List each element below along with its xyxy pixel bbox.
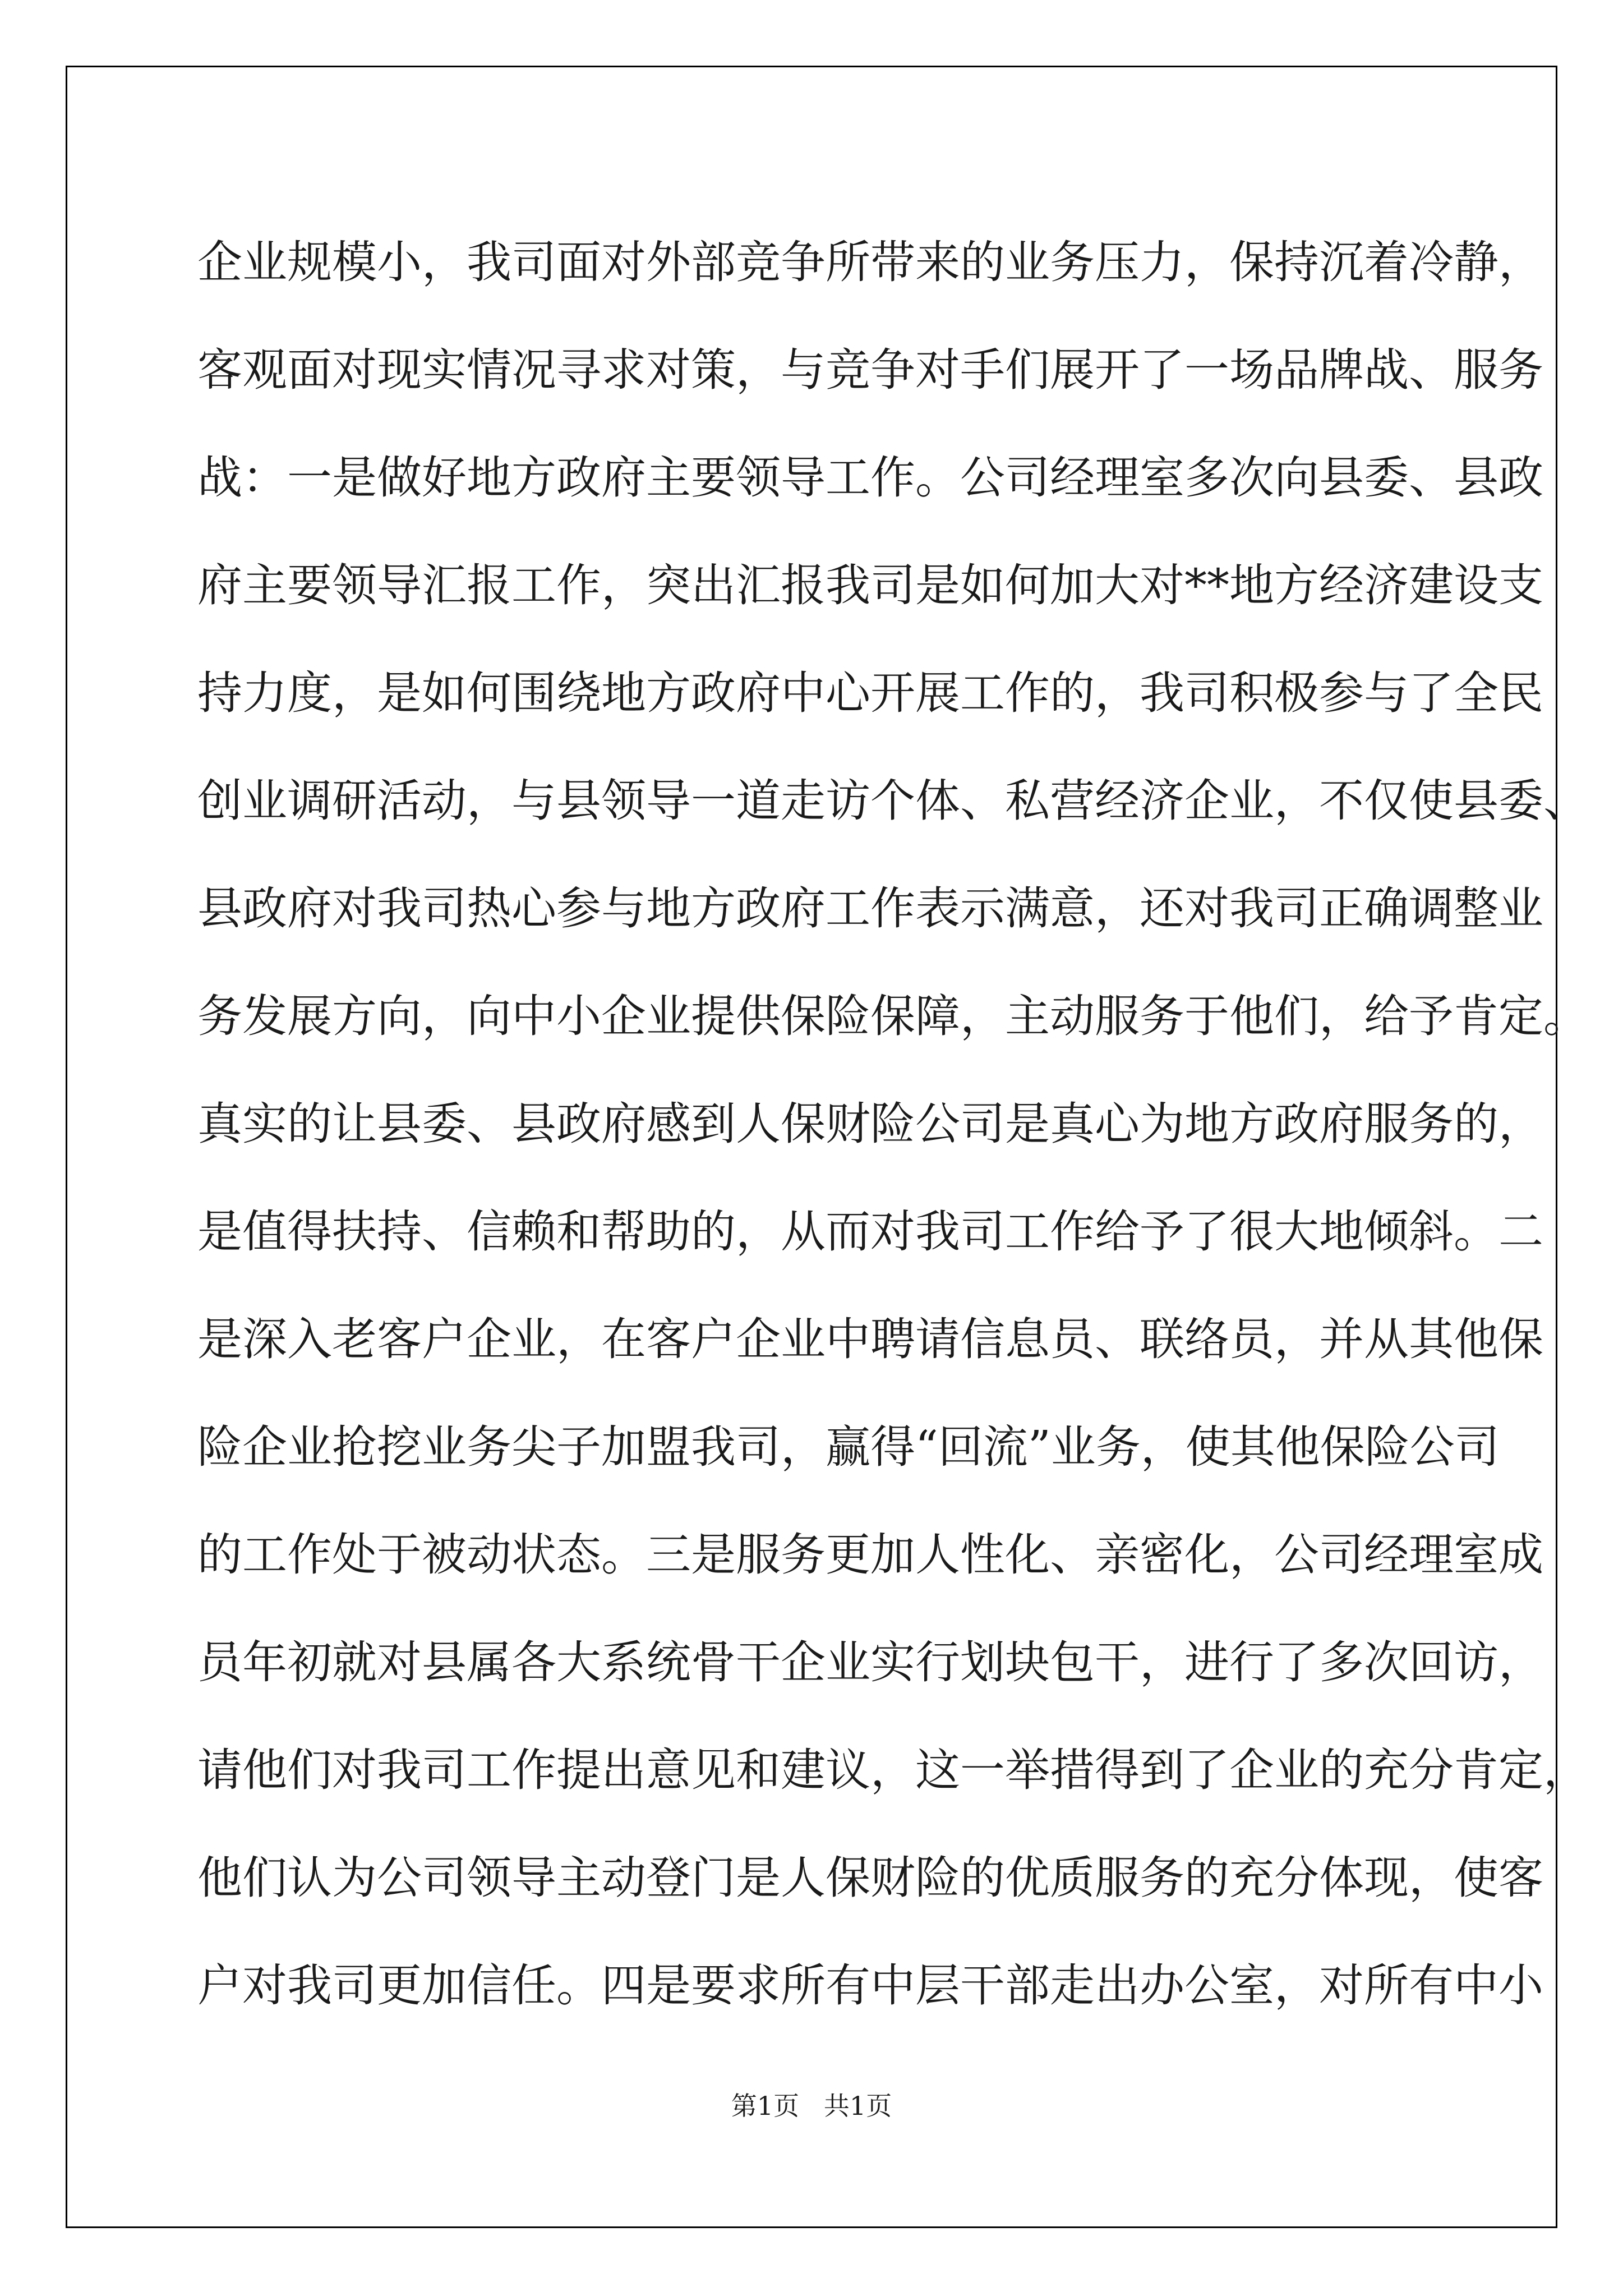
text-line: 战：一是做好地方政府主要领导工作。公司经理室多次向县委、县政: [197, 452, 1543, 504]
text-line: 持力度，是如何围绕地方政府中心开展工作的，我司积极参与了全民: [197, 667, 1543, 719]
text-line: 他们认为公司领导主动登门是人保财险的优质服务的充分体现，使客: [197, 1852, 1543, 1904]
text-line: 员年初就对县属各大系统骨干企业实行划块包干，进行了多次回访，: [197, 1636, 1543, 1688]
text-line: 请他们对我司工作提出意见和建议，这一举措得到了企业的充分肯定，: [197, 1744, 1588, 1796]
text-line: 县政府对我司热心参与地方政府工作表示满意，还对我司正确调整业: [197, 882, 1543, 935]
text-line: 的工作处于被动状态。三是服务更加人性化、亲密化，公司经理室成: [197, 1529, 1543, 1581]
body-text: [197, 209, 1588, 2040]
text-line: 是深入老客户企业，在客户企业中聘请信息员、联络员，并从其他保: [197, 1313, 1543, 1365]
text-line: 客观面对现实情况寻求对策，与竞争对手们展开了一场品牌战、服务: [197, 344, 1543, 396]
text-line: 险企业抢挖业务尖子加盟我司，赢得“回流”业务，使其他保险公司: [197, 1421, 1500, 1473]
page-footer: 第1页 共1页: [731, 2091, 892, 2121]
text-line: 创业调研活动，与县领导一道走访个体、私营经济企业，不仅使县委、: [197, 775, 1588, 827]
text-line: 务发展方向，向中小企业提供保险保障，主动服务于他们，给予肯定。: [197, 990, 1588, 1042]
text-line: 是值得扶持、信赖和帮助的，从而对我司工作给予了很大地倾斜。二: [197, 1205, 1543, 1258]
text-line: 企业规模小，我司面对外部竞争所带来的业务压力，保持沉着冷静，: [197, 236, 1543, 288]
text-line: 户对我司更加信任。四是要求所有中层干部走出办公室，对所有中小: [197, 1959, 1543, 2012]
text-line: 府主要领导汇报工作，突出汇报我司是如何加大对**地方经济建设支: [197, 559, 1543, 611]
text-line: 真实的让县委、县政府感到人保财险公司是真心为地方政府服务的，: [197, 1098, 1543, 1150]
